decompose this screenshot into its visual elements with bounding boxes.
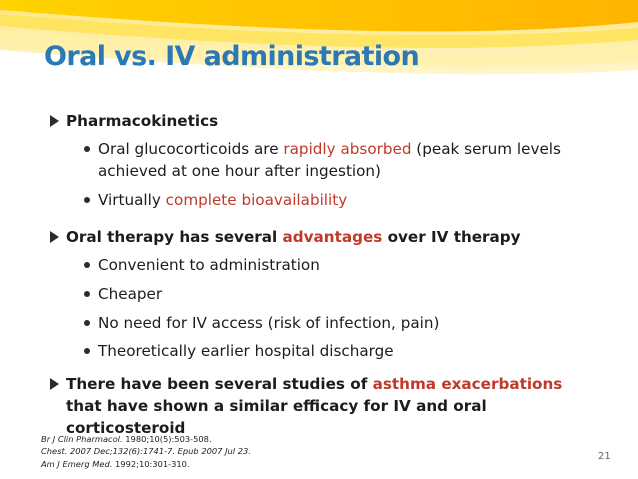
sub-bullet-bioavailability: Virtually complete bioavailability bbox=[98, 191, 348, 209]
triangle-bullet-icon bbox=[50, 115, 59, 127]
page-number: 21 bbox=[598, 451, 611, 462]
bullet-pharmacokinetics: Pharmacokinetics bbox=[66, 112, 219, 130]
triangle-bullet-icon bbox=[50, 378, 59, 390]
triangle-bullet-icon bbox=[50, 231, 59, 243]
reference-1: Br J Clin Pharmacol. 1980;10(5):503-508. bbox=[41, 434, 212, 444]
references bbox=[41, 433, 251, 470]
sub-bullet-convenient: Convenient to administration bbox=[98, 256, 320, 274]
slide-title: Oral vs. IV administration bbox=[44, 41, 420, 72]
sub-bullet-rapid-absorption: Oral glucocorticoids are rapidly absorbed (peak serum levels achieved at one hour after ingestion) bbox=[98, 140, 561, 180]
reference-2: Chest. 2007 Dec;132(6):1741-7. Epub 2007 Jul 23. bbox=[41, 446, 251, 457]
reference-3: Am J Emerg Med. 1992;10:301-310. bbox=[41, 458, 190, 469]
dot-bullet-icon bbox=[84, 262, 90, 268]
dot-bullet-icon bbox=[84, 291, 90, 297]
dot-bullet-icon bbox=[84, 146, 90, 152]
bullet-asthma-studies: There have been several studies of asthma exacerbations that have shown a similar efficacy for IV and oral corticosteroid bbox=[66, 375, 563, 437]
bullet-oral-advantages: Oral therapy has several advantages over IV therapy bbox=[66, 228, 521, 246]
dot-bullet-icon bbox=[84, 348, 90, 354]
dot-bullet-icon bbox=[84, 197, 90, 203]
sub-bullet-no-iv-access: No need for IV access (risk of infection, pain) bbox=[98, 314, 440, 332]
sub-bullet-earlier-discharge: Theoretically earlier hospital discharge bbox=[98, 342, 394, 360]
dot-bullet-icon bbox=[84, 320, 90, 326]
sub-bullet-cheaper: Cheaper bbox=[98, 285, 163, 303]
